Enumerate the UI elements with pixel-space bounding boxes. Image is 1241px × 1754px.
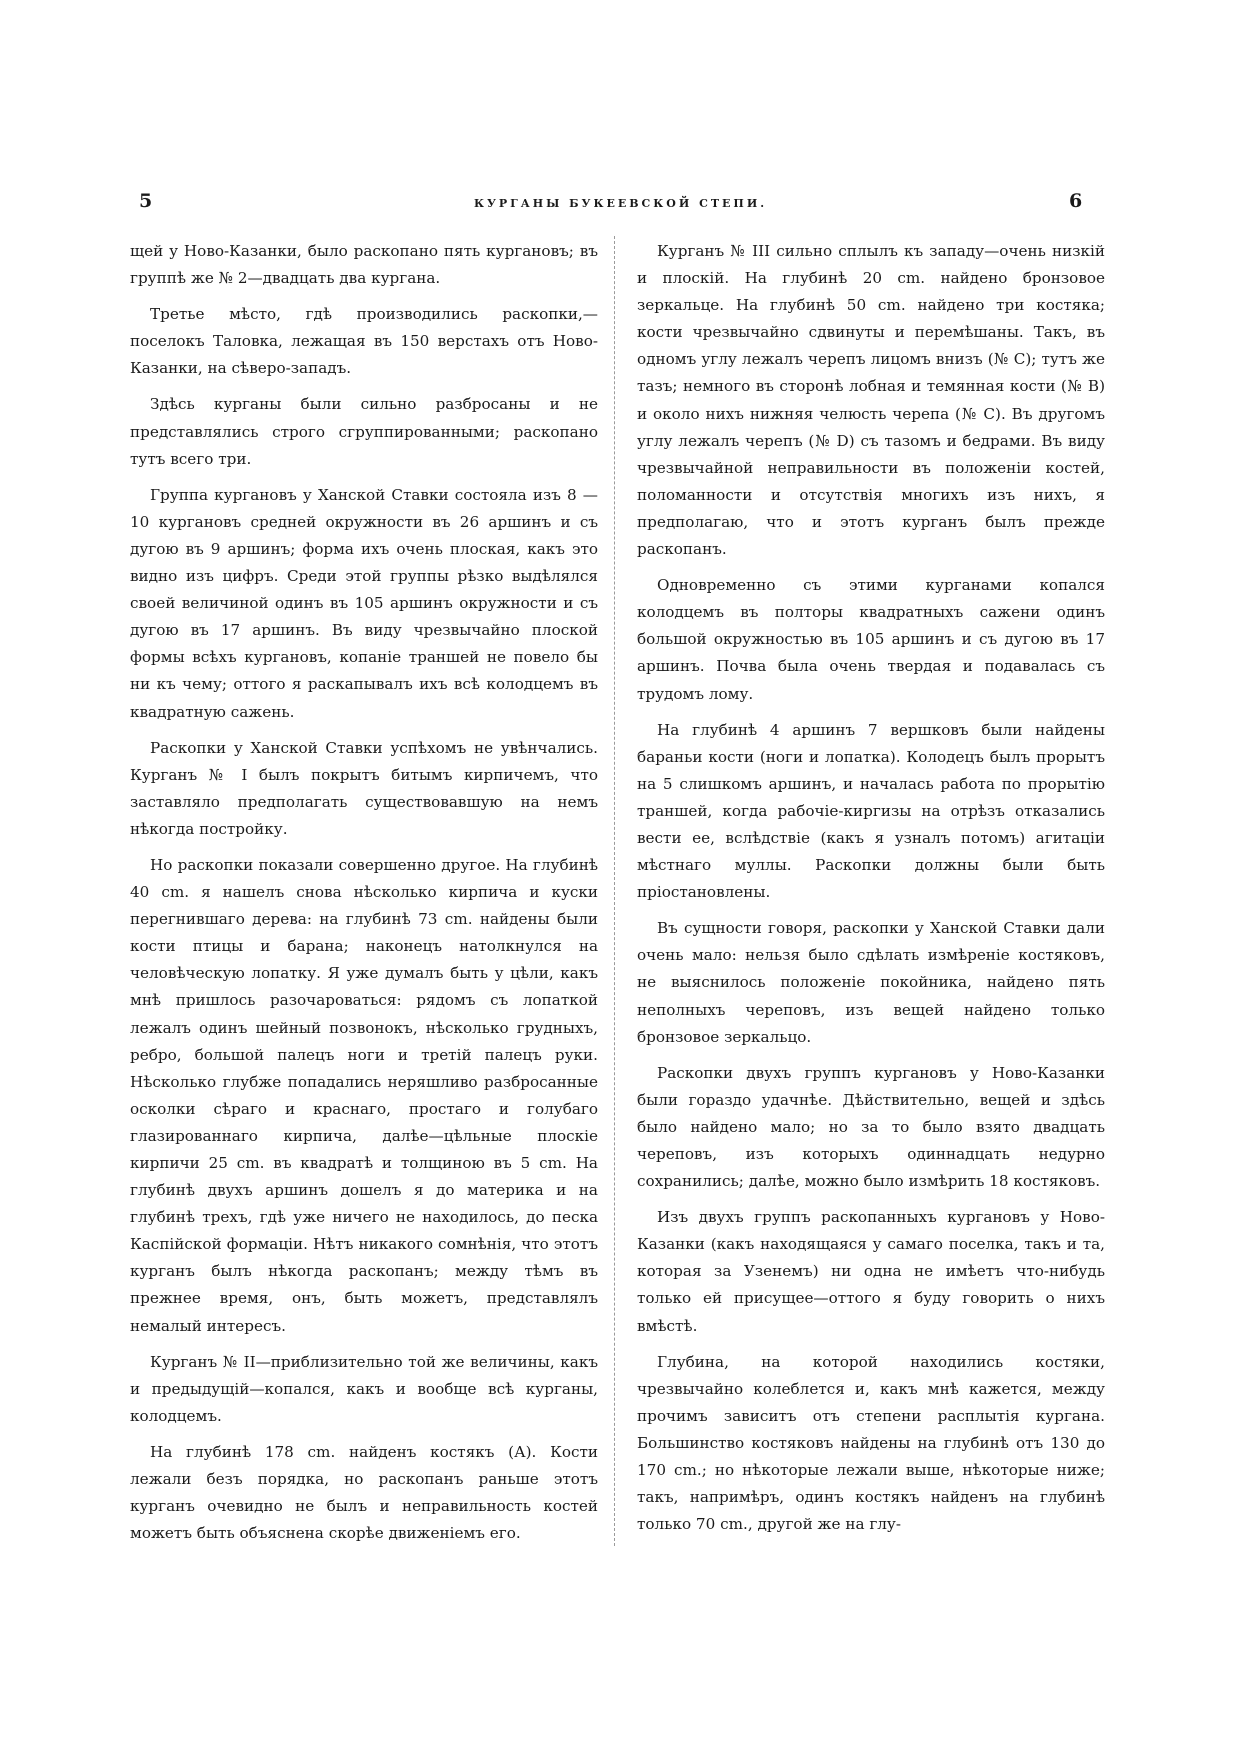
paragraph: Одновременно съ этими курганами копался колодцемъ въ полторы квадратныхъ сажени одинъ большой окружностью въ 105 аршинъ и съ дугою въ 17 аршинъ. Почва была очень твердая и подавалась съ трудомъ лому.	[637, 576, 1105, 703]
paragraph: Въ сущности говоря, раскопки у Ханской Ставки дали очень мало: нельзя было сдѣлать измѣреніе костяковъ, не выяснилось положеніе покойника, найдено пять неполныхъ череповъ, изъ вещей найдено только бронзовое зеркальцо.	[637, 919, 1105, 1046]
paragraph: Раскопки двухъ группъ кургановъ у Ново-Казанки были гораздо удачнѣе. Дѣйствительно, вещей и здѣсь было найдено мало; но за то было взято двадцать череповъ, изъ которыхъ одиннадцать недурно сохранились; далѣе, можно было измѣрить 18 костяковъ.	[637, 1063, 1105, 1191]
paragraph: Курганъ № III сильно сплылъ къ западу—очень низкій и плоскій. На глубинѣ 20 cm. найдено бронзовое зеркальце. На глубинѣ 50 cm. найдено три костяка; кости чрезвычайно сдвинуты и перемѣшаны. Такъ, въ одномъ углу лежалъ черепъ лицомъ внизъ (№ С); тутъ же тазъ; немного въ сторонѣ лобная и темянная кости (№ В) и около нихъ нижняя челюсть черепа (№ С). Въ другомъ углу лежалъ черепъ (№ D) съ тазомъ и бедрами. Въ виду чрезвычайной неправильности въ положеніи костей, поломанности и отсутствія многихъ изъ нихъ, я предполагаю, что и этотъ курганъ былъ прежде раскопанъ.	[637, 242, 1105, 559]
column-divider	[614, 236, 615, 1546]
paragraph: щей у Ново-Казанки, было раскопано пять кургановъ; въ группѣ же № 2—двадцать два кургана.	[130, 242, 598, 288]
paragraph: Курганъ № II—приблизительно той же величины, какъ и предыдущій—копался, какъ и вообще всѣ курганы, колодцемъ.	[130, 1352, 598, 1425]
paragraph: Здѣсь курганы были сильно разбросаны и не представлялись строго сгруппированными; раскопано тутъ всего три.	[130, 395, 598, 468]
paragraph: Но раскопки показали совершенно другое. На глубинѣ 40 cm. я нашелъ снова нѣсколько кирпича и куски перегнившаго дерева: на глубинѣ 73 cm. найдены были кости птицы и барана; наконецъ натолкнулся на человѣческую лопатку. Я уже думалъ быть у цѣли, какъ мнѣ пришлось разочароваться: рядомъ съ лопаткой лежалъ одинъ шейный позвонокъ, нѣсколько грудныхъ, ребро, большой палецъ ноги и третій палецъ руки. Нѣсколько глубже попадались неряшливо разбросанные осколки сѣраго и краснаго, простаго и голубаго глазированнаго кирпича, далѣе—цѣльные плоскіе кирпичи 25 cm. въ квадратѣ и толщиною въ 5 cm. На глубинѣ двухъ аршинъ дошелъ я до материка и на глубинѣ трехъ, гдѣ уже ничего не находилось, до песка Каспійской формаціи. Нѣтъ никакого сомнѣнія, что этотъ курганъ былъ нѣкогда раскопанъ; между тѣмъ въ прежнее время, онъ, быть можетъ, представлялъ немалый интересъ.	[130, 855, 598, 1335]
paragraph: Глубина, на которой находились костяки, чрезвычайно колеблется и, какъ мнѣ кажется, между прочимъ зависитъ отъ степени расплытія кургана. Большинство костяковъ найдены на глубинѣ отъ 130 до 170 cm.; но нѣкоторые лежали выше, нѣкоторые ниже; такъ, напримѣръ, одинъ костякъ найденъ на глубинѣ только 70 cm., другой же на глу-	[637, 1352, 1105, 1534]
paragraph: Изъ двухъ группъ раскопанныхъ кургановъ у Ново-Казанки (какъ находящаяся у самаго поселка, такъ и та, которая за Узенемъ) ни одна не имѣетъ что-нибудь только ей присущее—оттого я буду говорить о нихъ вмѣстѣ.	[637, 1208, 1105, 1335]
page-number-left: 5	[139, 190, 153, 212]
page-number-right: 6	[1069, 190, 1083, 212]
running-title: КУРГАНЫ БУКЕЕВСКОЙ СТЕПИ.	[473, 197, 768, 210]
paragraph: Группа кургановъ у Ханской Ставки состояла изъ 8 — 10 кургановъ средней окружности въ 26 аршинъ и съ дугою въ 9 аршинъ; форма ихъ очень плоская, какъ это видно изъ цифръ. Среди этой группы рѣзко выдѣлялся своей величиной одинъ въ 105 аршинъ окружности и съ дугою въ 17 аршинъ. Въ виду чрезвычайно плоской формы всѣхъ кургановъ, копаніе траншей не повело бы ни къ чему; оттого я раскапывалъ ихъ всѣ колодцемъ въ квадратную сажень.	[130, 485, 598, 721]
right-column	[637, 238, 1105, 1547]
paragraph: На глубинѣ 4 аршинъ 7 вершковъ были найдены бараньи кости (ноги и лопатка). Колодецъ былъ прорытъ на 5 слишкомъ аршинъ, и началась работа по прорытію траншей, когда рабочіе-киргизы на отрѣзъ отказались вести ее, вслѣдствіе (какъ я узналъ потомъ) агитаціи мѣстнаго муллы. Раскопки должны были быть пріостановлены.	[637, 720, 1105, 902]
left-column	[130, 238, 598, 1556]
paragraph: На глубинѣ 178 cm. найденъ костякъ (А). Кости лежали безъ порядка, но раскопанъ раньше этотъ курганъ очевидно не былъ и неправильность костей можетъ быть объяснена скорѣе движеніемъ его.	[130, 1442, 598, 1543]
paragraph: Раскопки у Ханской Ставки успѣхомъ не увѣнчались. Курганъ № I былъ покрытъ битымъ кирпичемъ, что заставляло предполагать существовавшую на немъ нѣкогда постройку.	[130, 738, 598, 838]
paragraph: Третье мѣсто, гдѣ производились раскопки,— поселокъ Таловка, лежащая въ 150 верстахъ отъ Ново-Казанки, на сѣверо-западъ.	[130, 305, 598, 378]
